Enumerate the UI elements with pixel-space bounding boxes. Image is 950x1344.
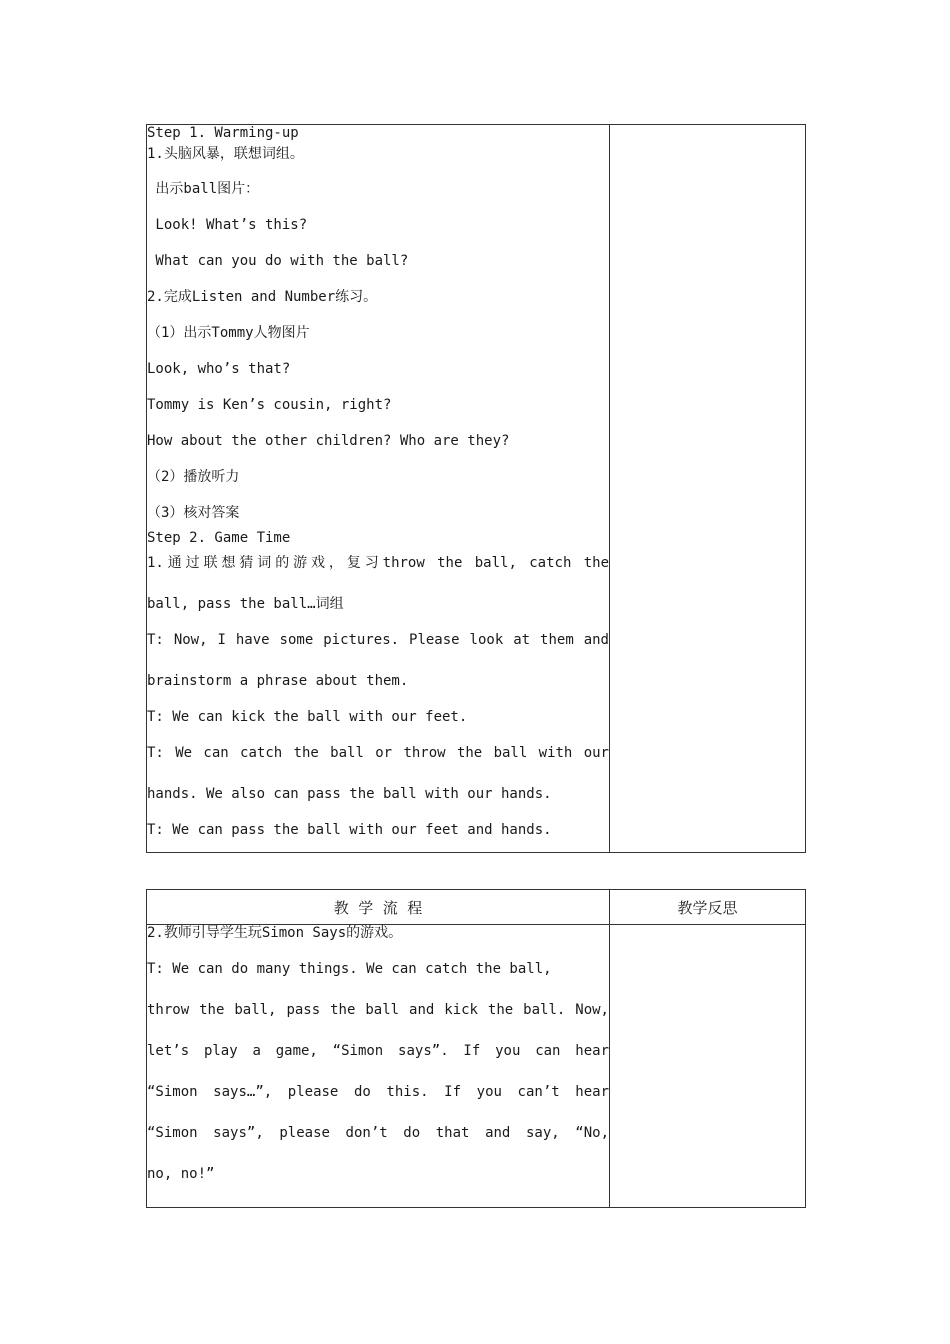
text-line: Tommy is Ken’s cousin, right? — [147, 397, 392, 413]
text-line: T: We can do many things. We can catch the ball, — [147, 961, 552, 977]
text-line: hands. We also can pass the ball with our hands. — [147, 786, 552, 802]
reflection-cell — [610, 925, 806, 1208]
text-line: Look, who’s that? — [147, 361, 291, 377]
reflection-cell — [610, 125, 806, 853]
text-line: ball, pass the ball…词组 — [147, 596, 344, 612]
text-line: T: We can kick the ball with our feet. — [147, 709, 468, 725]
text-line: T: We can pass the ball with our feet and hands. — [147, 822, 552, 838]
text-line: （1）出示Tommy人物图片 — [147, 325, 310, 341]
text-line: （3）核对答案 — [147, 505, 240, 521]
teaching-reflection-header: 教学反思 — [610, 890, 806, 925]
step-2-heading: Step 2. Game Time — [147, 530, 291, 546]
table-header-row — [147, 890, 806, 925]
lesson-table-2 — [146, 889, 806, 1208]
lesson-steps-cell — [147, 925, 610, 1208]
text-line: throw the ball, pass the ball and kick the ball. Now, — [147, 1002, 609, 1018]
text-line: Look! What’s this? — [147, 217, 308, 233]
lesson-table-1 — [146, 124, 806, 853]
teaching-process-header: 教 学 流 程 — [147, 890, 610, 925]
text-line: T: Now, I have some pictures. Please look at them and — [147, 632, 609, 648]
lesson-steps-cell — [147, 125, 610, 853]
text-line: T: We can catch the ball or throw the ball with our — [147, 745, 609, 761]
text-line: no, no!” — [147, 1166, 215, 1182]
text-line: How about the other children? Who are they? — [147, 433, 510, 449]
text-line: （2）播放听力 — [147, 469, 240, 485]
text-line: let’s play a game, “Simon says”. If you can hear — [147, 1043, 609, 1059]
text-line: “Simon says…”, please do this. If you can’t hear — [147, 1084, 609, 1100]
text-line: 2.完成Listen and Number练习。 — [147, 289, 378, 305]
text-line: 1.头脑风暴，联想词组。 — [147, 146, 304, 162]
text-line: 1.通过联想猜词的游戏，复习throw the ball, catch the — [147, 555, 609, 571]
step-1-heading: Step 1. Warming-up — [147, 125, 299, 141]
text-line: “Simon says”, please don’t do that and say, “No, — [147, 1125, 609, 1141]
table-row — [147, 125, 806, 853]
text-line: 出示ball图片： — [147, 181, 260, 197]
text-line: brainstorm a phrase about them. — [147, 673, 409, 689]
text-line: 2.教师引导学生玩Simon Says的游戏。 — [147, 925, 403, 941]
text-line: What can you do with the ball? — [147, 253, 409, 269]
table-row — [147, 925, 806, 1208]
